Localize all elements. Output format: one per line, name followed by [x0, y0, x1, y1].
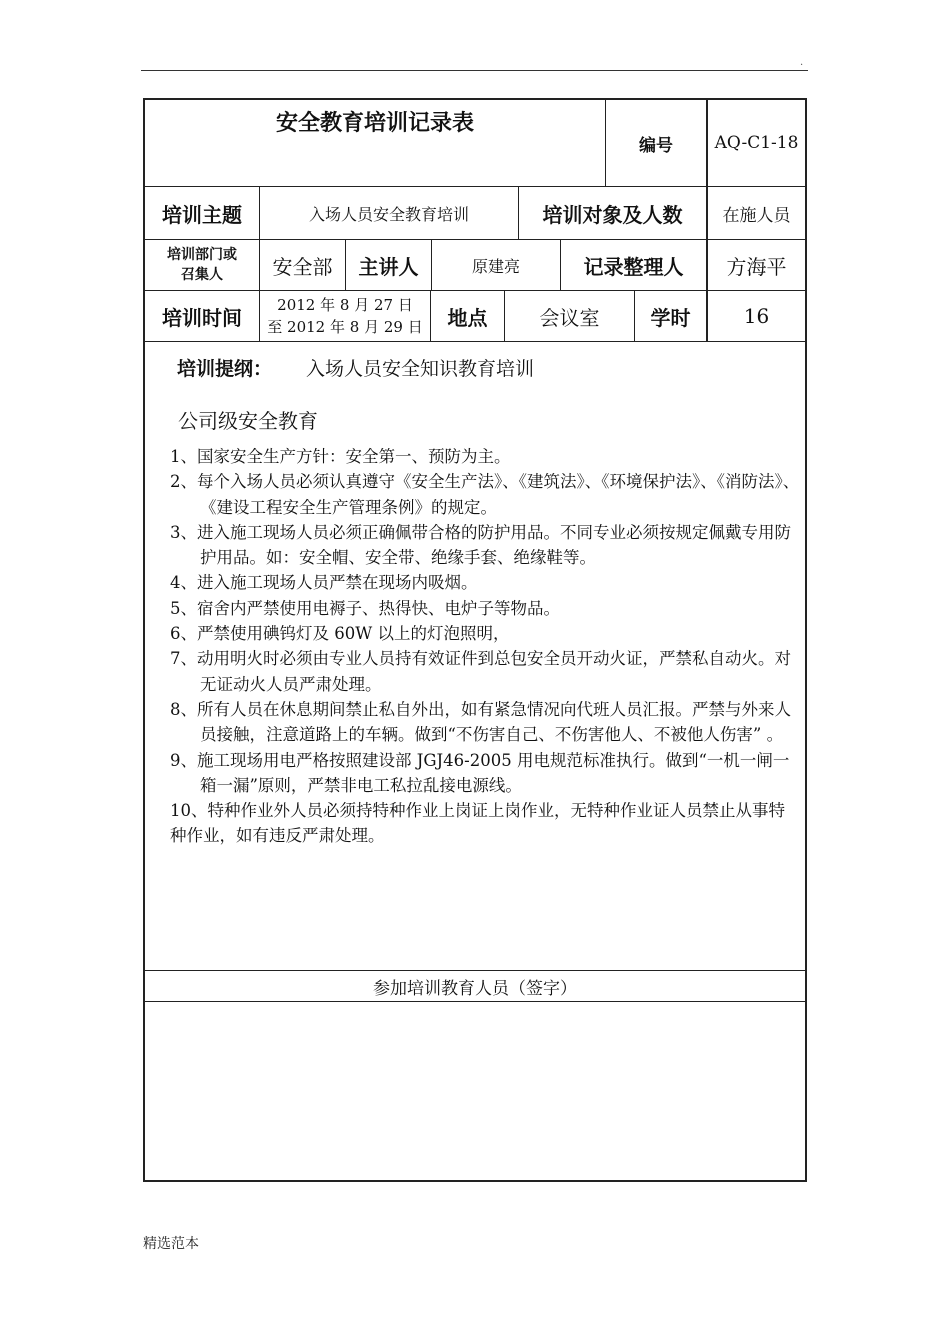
training-record-form — [143, 98, 807, 1182]
time-from: 2012 年 8 月 27 日 — [277, 296, 413, 314]
signature-label: 参加培训教育人员（签字） — [145, 971, 805, 1002]
dept-value: 安全部 — [260, 240, 346, 291]
header-rule — [141, 70, 808, 71]
section-title: 公司级安全教育 — [178, 409, 318, 433]
list-item: 4、进入施工现场人员严禁在现场内吸烟。 — [170, 573, 478, 593]
dept-label-line2: 召集人 — [181, 267, 223, 283]
dept-label — [145, 240, 260, 291]
list-item: 1、国家安全生产方针：安全第一、预防为主。 — [170, 447, 511, 466]
list-item: 7、动用明火时必须由专业人员持有效证件到总包安全员开动火证，严禁私自动火。对无证动火人员严肃处理。 — [170, 649, 791, 694]
dept-label-line1: 培训部门或 — [167, 247, 237, 263]
list-item: 5、宿舍内严禁使用电褥子、热得快、电炉子等物品。 — [170, 598, 560, 618]
topic-value: 入场人员安全教育培训 — [260, 187, 519, 240]
lecturer-label: 主讲人 — [346, 240, 432, 291]
place-label: 地点 — [431, 291, 505, 342]
list-item: 2、每个入场人员必须认真遵守《安全生产法》、《建筑法》、《环境保护法》、《消防法》、《建设工程安全生产管理条例》的规定。 — [170, 472, 800, 517]
recorder-value: 方海平 — [707, 240, 805, 291]
code-value: AQ-C1-18 — [707, 100, 805, 187]
outline-items — [170, 444, 800, 849]
outline-heading — [177, 354, 534, 381]
outline-topic: 入场人员安全知识教育培训 — [306, 358, 535, 380]
header-corner-mark: . — [800, 57, 804, 68]
recorder-label: 记录整理人 — [561, 240, 707, 291]
hours-value: 16 — [707, 291, 805, 342]
audience-value: 在施人员 — [707, 187, 805, 240]
time-to: 至 2012 年 8 月 29 日 — [267, 318, 423, 336]
code-label: 编号 — [606, 100, 707, 187]
topic-label: 培训主题 — [145, 187, 260, 240]
hours-label: 学时 — [635, 291, 707, 342]
time-label: 培训时间 — [145, 291, 260, 342]
list-item: 10、特种作业外人员必须持特种作业上岗证上岗作业，无特种作业证人员禁止从事特种作业，如有违反严肃处理。 — [170, 801, 785, 846]
training-outline — [145, 342, 805, 971]
outline-label: 培训提纲： — [177, 358, 273, 380]
audience-label: 培训对象及人数 — [519, 187, 707, 240]
time-range — [260, 291, 431, 342]
signature-area[interactable] — [145, 1002, 805, 1180]
lecturer-value: 原建亮 — [432, 240, 561, 291]
form-title: 安全教育培训记录表 — [145, 100, 606, 187]
list-item: 3、进入施工现场人员必须正确佩带合格的防护用品。不同专业必须按规定佩戴专用防护用品。如：安全帽、安全带、绝缘手套、绝缘鞋等。 — [170, 522, 791, 568]
place-value: 会议室 — [505, 291, 635, 342]
list-item: 8、所有人员在休息期间禁止私自外出，如有紧急情况向代班人员汇报。严禁与外来人员接触，注意道路上的车辆。做到“不伤害自己、不伤害他人、不被他人伤害” 。 — [170, 699, 791, 745]
footer-text: 精选范本 — [143, 1236, 199, 1252]
list-item: 9、施工现场用电严格按照建设部 JGJ46-2005 用电规范标准执行。做到“一机一闸一箱一漏”原则，严禁非电工私拉乱接电源线。 — [170, 750, 790, 795]
list-item: 6、严禁使用碘钨灯及 60W 以上的灯泡照明， — [170, 624, 510, 644]
